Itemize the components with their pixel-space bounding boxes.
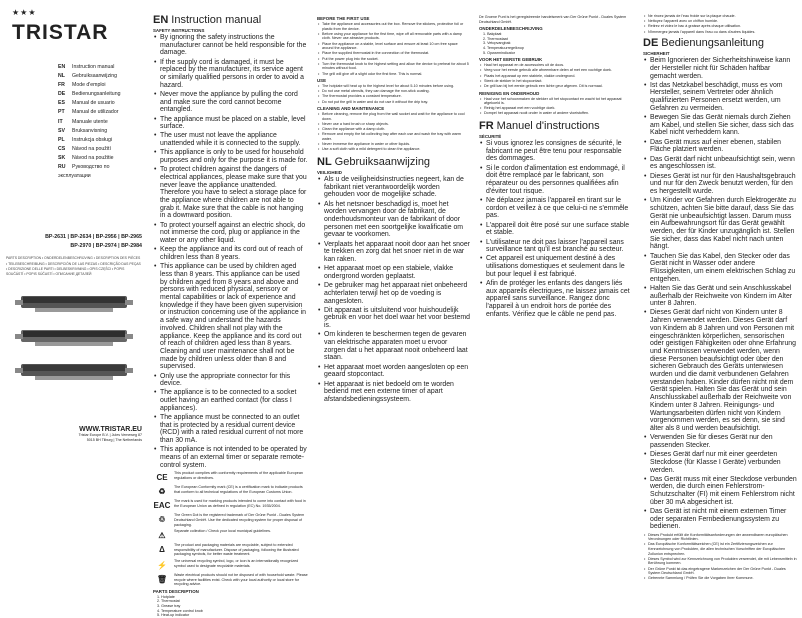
model-numbers	[6, 233, 142, 251]
symbol-row	[153, 529, 308, 541]
language-code: NL	[58, 73, 65, 80]
de-symbol-description: • Das Europäische Konformitätszeichen (CE) ist ein Zertifizierungszeichen zur Kennzeichnung von Produkten, die allen technischen Vorschriften der Europäischen Zollunion entsprechen.	[648, 542, 798, 556]
nl-safety-item: • Het apparaat moet worden aangesloten op een geaard stopcontact.	[324, 364, 470, 379]
language-item	[58, 136, 142, 145]
cleaning-heading: CLEANING AND MAINTENANCE	[317, 106, 385, 112]
nl-safety-item: • Dit apparaat is uitsluitend voor huishoudelijk gebruik en voor het doel waar het voor bestemd is.	[324, 307, 470, 330]
first-use-heading: BEFORE THE FIRST USE	[317, 16, 370, 21]
grill-illustration-3	[15, 356, 133, 386]
nl-part-item: 5. Opwarmindicator	[483, 50, 515, 55]
de-symbol-description: • Getrennte Sammlung / Prüfen Sie die Vorgaben Ihrer Kommune.	[648, 576, 798, 581]
nl-first-use-heading: VOOR HET EERSTE GEBRUIK	[479, 57, 543, 63]
nl-cleaning-list	[479, 97, 634, 117]
language-label: Instruction manual	[72, 64, 115, 70]
fr-safety-item: • Ne déplacez jamais l'appareil en tirant sur le cordon et veillez à ce que celui-ci ne s'emmêle pas.	[486, 197, 634, 220]
language-item	[58, 99, 142, 108]
nl-first-use-item: • Veeg voor het eerste gebruik alle afneembare delen af met een vochtige doek.	[484, 68, 634, 73]
language-code: EN	[58, 64, 66, 70]
nl-safety-heading: VEILIGHEID	[317, 169, 342, 175]
model-line-2: BP-2970 | BP-2974 | BP-2984	[70, 243, 142, 250]
de-safety-item: • Bewegen Sie das Gerät niemals durch Ziehen am Kabel, und stellen Sie sicher, dass sich das Kabel nicht verheddern kann.	[650, 114, 798, 137]
en-safety-heading: SAFETY INSTRUCTIONS	[153, 28, 205, 33]
nl-title: NL Gebruiksaanwijzing	[317, 155, 431, 168]
use-item: • Do not use metal utensils, they can damage the non-stick coating.	[322, 89, 470, 94]
instructions-panel-2	[312, 0, 474, 575]
de-safety-item: • Beim Ignorieren der Sicherheitshinweise kann der Hersteller nicht für Schäden haftbar gemacht werden.	[650, 57, 798, 80]
language-code: SK	[58, 154, 66, 161]
website: WWW.TRISTAR.EU	[79, 425, 142, 433]
fr-cleaning-item: • Retirez et videz le bac à graisse après chaque utilisation.	[648, 24, 798, 29]
certification-mark-icon: 🗑	[156, 574, 168, 584]
en-safety-item: • To protect yourself against an electric shock, do not immerse the cord, plug or appliance in the water or any other liquid.	[160, 222, 308, 245]
language-item	[58, 145, 142, 154]
use-item: • Do not put the grill in water and do not use it without the drip tray.	[322, 100, 470, 105]
language-item	[58, 154, 142, 163]
symbol-description: The Green Dot is the registered trademark of Der Grüne Punkt - Duales System Deutschland GmbH. Use the dedicated recycling system for proper disposal of packaging.	[174, 513, 305, 527]
en-safety-item: • By ignoring the safety instructions the manufacturer cannot be held responsible for the damage.	[160, 34, 308, 57]
fr-safety-heading: SÉCURITÉ	[479, 134, 502, 140]
de-symbol-list	[643, 533, 798, 581]
symbol-row	[153, 499, 308, 511]
symbol-description: Separate collection / Check your local municipal guidelines.	[174, 529, 271, 534]
nl-cleaning-heading: REINIGING EN ONDERHOUD	[479, 90, 540, 96]
de-symbol-description: • Der Grüne Punkt ist das eingetragene Markenzeichen der Der Grüne Punkt - Duales System Deutschland GmbH.	[648, 567, 798, 576]
de-safety-item: • Dieses Gerät ist nur für den Haushaltsgebrauch und nur für den Zweck benutzt werden, für den es hergestellt wurde.	[650, 173, 798, 196]
language-code: PL	[58, 136, 65, 143]
nl-safety-item: • De gebruiker mag het apparaat niet onbeheerd achterlaten terwijl het op de voeding is aangesloten.	[324, 282, 470, 305]
fr-safety-item: • Cet appareil est uniquement destiné à des utilisations domestiques et seulement dans le but pour lequel il est fabriqué.	[486, 255, 634, 278]
instructions-panel-4	[638, 0, 802, 581]
address-line-1: Tristar Europe B.V. | Jules Verneweg 87	[78, 432, 142, 437]
de-safety-list	[643, 57, 798, 531]
first-use-item: • Turn the thermostat knob to the highest setting and allow the device to preheat for about 5 minutes without food.	[322, 62, 470, 71]
symbol-description: The European Conformity mark (CE) is a certification mark to indicate products that conform to all technical regulations of the European Customs Union.	[174, 485, 303, 495]
use-list	[317, 84, 470, 104]
language-code: CS	[58, 145, 66, 152]
brand-logo: TRISTAR	[12, 21, 109, 44]
de-symbol-description: • Dieses Symbol wird zur Kennzeichnung von Produkten verwendet, die mit Lebensmitteln in Berührung kommen.	[648, 557, 798, 566]
grill-illustration-1	[15, 288, 133, 318]
fr-cleaning-item: • Nettoyez l'appareil avec un chiffon humide.	[648, 19, 798, 24]
en-safety-item: • This appliance is not intended to be operated by means of an external timer or separate remote-control system.	[160, 446, 308, 469]
symbol-row	[153, 543, 308, 557]
symbol-description: The mark is used for marking products intended to come into contact with food in the European Union as defined in regulation (EC) No. 1935/2004.	[174, 499, 306, 509]
language-label: Bruksanvisning	[72, 127, 108, 134]
en-symbol-list	[153, 471, 308, 586]
grill-illustration-2	[15, 322, 133, 352]
nl-cleaning-item: • Dompel het apparaat nooit onder in water of andere vloeistoffen.	[484, 111, 634, 116]
fr-safety-item: • Si le cordon d'alimentation est endommagé, il doit être remplacé par le fabricant, son réparateur ou des personnes qualifiées afin d'éviter tout risque.	[486, 165, 634, 196]
language-label: Návod na použití	[72, 145, 111, 152]
language-code: PT	[58, 109, 65, 116]
nl-first-use-item: • Plaats het apparaat op een stabiele, vlakke ondergrond.	[484, 74, 634, 79]
symbol-row	[153, 573, 308, 587]
de-safety-heading: SICHERHEIT	[643, 51, 670, 57]
cleaning-list	[317, 112, 470, 152]
de-title: DE Bedienungsanleitung	[643, 37, 765, 50]
en-part-item: 3. Grease tray	[157, 604, 181, 608]
nl-safety-item: • Als het netsnoer beschadigd is, moet het worden vervangen door de fabrikant, de onderhoudsmonteur van de fabrikant of door personen met een soortgelijke kwalificatie om gevaar te voorkomen.	[324, 201, 470, 240]
symbol-row	[153, 559, 308, 571]
language-label: Mode d'emploi	[72, 82, 106, 89]
parts-description-languages: PARTS DESCRIPTION • ONDERDELENBESCHRIJVING • DESCRIPTION DES PIÈCES • TEILEBESCHREIBUNG • DESCRIPCIÓN DE LAS PIEZAS • DESCRIÇÃO DAS PEÇAS • DESCRIZIONE DELLE PARTI • DELBESKRIVNING • OPIS CZĘŚCI • POPIS SOUČÁSTÍ • POPIS SÚČASTÍ • ОПИСАНИЕ ДЕТАЛЕЙ	[6, 256, 141, 277]
de-safety-item: • Verwenden Sie für dieses Gerät nur den passenden Stecker.	[650, 434, 798, 449]
nl-first-use-item: • Haal het apparaat en de accessoires uit de doos.	[484, 63, 634, 68]
language-label: Руководство по эксплуатации	[58, 164, 110, 180]
en-safety-item: • The appliance is to be connected to a socket outlet having an earthed contact (for class I appliances).	[160, 389, 308, 412]
symbol-row	[153, 485, 308, 497]
first-use-item: • Before using your appliance for the first time, wipe off all removable parts with a damp cloth. Never use abrasive products.	[322, 32, 470, 41]
language-item	[58, 63, 142, 72]
language-item	[58, 90, 142, 99]
language-label: Manual de usuario	[72, 100, 115, 107]
cover-panel	[0, 0, 148, 575]
green-dot-note: De Groene Punt is het geregistreerde handelsmerk van Der Grüne Punkt - Duales System Deutschland GmbH.	[479, 15, 627, 24]
nl-safety-item: • Als u de veiligheidsinstructies negeert, kan de fabrikant niet verantwoordelijk worden gehouden voor de mogelijke schade.	[324, 176, 470, 199]
nl-safety-item: • Om kinderen te beschermen tegen de gevaren van elektrische apparaten moet u ervoor zorgen dat u het apparaat nooit onbeheerd laat staan.	[324, 331, 470, 362]
de-safety-item: • Um Kinder vor Gefahren durch Elektrogeräte zu schützen, achten Sie bitte darauf, dass Sie das Gerät nie unbeaufsichtigt lassen. Darum muss ein Aufbewahrungsort für das Gerät gewählt werden, der für Kinder unzugänglich ist. Stellen Sie sicher, dass das Kabel nicht nach unten hängt.	[650, 197, 798, 251]
fr-safety-list	[479, 140, 634, 318]
symbol-description: Waste electrical products should not be disposed of with household waste. Please recycle where facilities exist. Check with your local authority or local store for recycling advice.	[174, 573, 308, 587]
address-line-2: 5015 BH Tilburg | The Netherlands	[86, 437, 142, 442]
nl-safety-item: • Het apparaat moet op een stabiele, vlakke ondergrond worden geplaatst.	[324, 265, 470, 280]
first-use-item: • Place the appliance on a stable, level surface and ensure at least 10 cm free space around the appliance.	[322, 42, 470, 51]
language-item	[58, 118, 142, 127]
use-item: • The thermostat provides a constant temperature.	[322, 94, 470, 99]
language-label: Návod na použitie	[72, 154, 114, 161]
nl-first-use-list	[479, 63, 634, 88]
instructions-panel-3	[474, 0, 638, 575]
en-part-item: 4. Temperature control knob	[157, 608, 203, 613]
en-safety-item: • The appliance must be connected to an outlet that is protected by a residual current device (RCD) with a rated residual current of not more than 30 mA.	[160, 414, 308, 445]
language-code: SV	[58, 127, 65, 134]
language-item	[58, 108, 142, 117]
fr-cleaning-item: • N'immergez jamais l'appareil dans l'eau ou dans d'autres liquides.	[648, 30, 798, 35]
certification-mark-icon: Δ	[159, 544, 165, 554]
symbol-description: The universal recycling symbol, logo, or icon is an internationally recognized symbol used to designate recyclable materials.	[174, 559, 299, 568]
language-code: FR	[58, 82, 65, 89]
en-safety-item: • To protect children against the dangers of electrical appliances, please make sure that you never leave the appliance unattended. Therefore you have to select a storage place for the appliance where children are not able to grab it. Make sure that the cable is not hanging in a downward position.	[160, 166, 308, 220]
nl-first-use-item: • Steek de stekker in het stopcontact.	[484, 79, 634, 84]
certification-mark-icon: CE	[156, 472, 168, 482]
symbol-description: This product complies with conformity requirements of the applicable European regulations or directives.	[174, 471, 303, 481]
language-code: DE	[58, 91, 66, 98]
de-symbol-description: • Dieses Produkt erfüllt die Konformitätsanforderungen der anwendbaren europäischen Verordnungen oder Richtlinien.	[648, 533, 798, 542]
de-safety-item: • Das Gerät muss auf einer ebenen, stabilen Fläche platziert werden.	[650, 139, 798, 154]
language-code: ES	[58, 100, 65, 107]
en-parts-list	[155, 595, 308, 618]
cleaning-item: • Clean the appliance with a damp cloth.	[322, 127, 470, 132]
product-illustrations	[6, 288, 142, 386]
use-heading: USE	[317, 78, 327, 84]
symbol-row	[153, 513, 308, 527]
de-safety-item: • Das Gerät darf nicht unbeaufsichtigt sein, wenn es angeschlossen ist.	[650, 156, 798, 171]
fr-safety-item: • L'utilisateur ne doit pas laisser l'appareil sans surveillance tant qu'il est branché au secteur.	[486, 239, 634, 254]
model-line-1: BP-2631 | BP-2634 | BP-2956 | BP-2965	[45, 234, 142, 241]
en-safety-item: • Keep the appliance and its cord out of reach of children less than 8 years.	[160, 246, 308, 261]
fr-safety-item: • Si vous ignorez les consignes de sécurité, le fabricant ne peut être tenu pour responsable des dommages.	[486, 140, 634, 163]
nl-parts-heading: ONDERDELENBESCHRIJVING	[479, 26, 543, 32]
first-use-item: • The grill will give off a slight odor the first time. This is normal.	[322, 72, 470, 77]
nl-safety-item: • Verplaats het apparaat nooit door aan het snoer te trekken en zorg dat het snoer niet in de war kan raken.	[324, 241, 470, 264]
nl-part-item: 1. Bakplaat	[483, 32, 502, 37]
certification-mark-icon: ♲	[158, 514, 166, 524]
en-safety-list	[153, 34, 308, 469]
symbol-row	[153, 471, 308, 483]
en-safety-item: • Never move the appliance by pulling the cord and make sure the cord cannot become entangled.	[160, 91, 308, 114]
symbol-description: The product and packaging materials are recyclable, subject to extended responsibility of manufacturer. Dispose of packaging, following the illustrated packaging symbols, for better waste treatment.	[174, 543, 299, 557]
nl-part-item: 4. Temperatuurregelknop	[483, 45, 524, 50]
en-part-item: 2. Thermostat	[157, 599, 180, 604]
language-code: RU	[58, 164, 66, 171]
first-use-item: • Take the appliance and accessories out the box. Remove the stickers, protective foil or plastic from the device.	[322, 22, 470, 31]
en-safety-item: • If the supply cord is damaged, it must be replaced by the manufacturer, its service agent or similarly qualified persons in order to avoid a hazard.	[160, 59, 308, 90]
en-safety-item: • Only use the appropriate connector for this device.	[160, 373, 308, 388]
nl-part-item: 3. Vetopvangbak	[483, 41, 511, 46]
cleaning-item: • Use a soft cloth with a mild detergent to clean the appliance.	[322, 147, 470, 152]
de-safety-item: • Das Gerät ist nicht mit einem externen Timer oder separaten Fernbedienungssystem zu bedienen.	[650, 508, 798, 531]
language-item	[58, 81, 142, 90]
language-label: Bedienungsanleitung	[72, 91, 121, 98]
language-item	[58, 72, 142, 81]
language-label: Instrukcja obsługi	[72, 136, 113, 143]
certification-mark-icon: EAC	[153, 500, 171, 510]
en-parts-heading: PARTS DESCRIPTION	[153, 588, 199, 594]
de-safety-item: • Tauchen Sie das Kabel, den Stecker oder das Gerät nicht in Wasser oder andere Flüssigkeiten, um einem elektrischen Schlag zu entgehen.	[650, 253, 798, 284]
fr-title: FR Manuel d'instructions	[479, 120, 600, 133]
de-safety-item: • Halten Sie das Gerät und sein Anschlusskabel außerhalb der Reichweite von Kindern im Alter unter 8 Jahren.	[650, 285, 798, 308]
language-list	[58, 63, 142, 181]
certification-mark-icon: ⚡	[157, 560, 167, 570]
cleaning-item: • Before cleaning, remove the plug from the wall socket and wait for the appliance to cool down.	[322, 112, 470, 121]
fr-cleaning-continued	[643, 14, 798, 34]
language-item	[58, 127, 142, 136]
first-use-item: • Put the power plug into the socket.	[322, 57, 470, 62]
en-safety-item: • The user must not leave the appliance unattended while it is connected to the supply.	[160, 132, 308, 147]
fr-cleaning-item: • Ne rincez jamais de l'eau froide sur la plaque chaude.	[648, 14, 798, 19]
language-label: Manual de utilizador	[72, 109, 119, 116]
nl-cleaning-item: • Haal voor het schoonmaken de stekker uit het stopcontact en wacht tot het apparaat afgekoeld is.	[484, 97, 634, 106]
en-title: EN Instruction manual	[153, 14, 262, 26]
de-safety-item: • Ist das Netzkabel beschädigt, muss es vom Hersteller, seinem Vertreter oder ähnlich qualifizierten Personen ersetzt werden, um Gefahren zu vermeiden.	[650, 82, 798, 113]
cleaning-item: • Remove and empty the fat collecting tray after each use and wash the tray with warm water.	[322, 132, 470, 141]
fr-safety-item: • Afin de protéger les enfants des dangers liés aux appareils électriques, ne laissez jamais cet appareil sans surveillance. Rangez donc l'appareil à un endroit hors de portée des enfants. Vérifiez que le câble ne pend pas.	[486, 280, 634, 319]
de-safety-item: • Das Gerät muss mit einer Steckdose verbunden werden, die durch einen Fehlerstrom-Schutzschalter (FI) mit einem Fehlerstrom nicht über 30 mA abgesichert ist.	[650, 476, 798, 507]
cleaning-item: • Never immerse the appliance in water or other liquids.	[322, 142, 470, 147]
first-use-list	[317, 22, 470, 76]
cleaning-item: • Never use a hard brush or sharp objects.	[322, 122, 470, 127]
nl-cleaning-item: • Reinig het apparaat met een vochtige doek.	[484, 106, 634, 111]
brand-stars: ★★★	[12, 8, 37, 17]
en-safety-item: • The appliance must be placed on a stable, level surface.	[160, 116, 308, 131]
en-part-item: 5. Heat-up indicator	[157, 613, 190, 618]
use-item: • The hotplate will heat up to the highest level for about 5-10 minutes before using.	[322, 84, 470, 89]
nl-safety-list	[317, 176, 470, 404]
nl-safety-item: • Het apparaat is niet bedoeld om te worden bediend met een externe timer of apart afstandsbedieningssysteem.	[324, 381, 470, 404]
language-item	[58, 163, 142, 181]
fr-safety-item: • L'appareil doit être posé sur une surface stable et stable.	[486, 222, 634, 237]
english-panel	[148, 0, 312, 618]
first-use-item: • Place the supplied thermostat in the connection of the thermostat.	[322, 51, 470, 56]
en-safety-item: • This appliance is only to be used for household purposes and only for the purpose it is made for.	[160, 149, 308, 164]
en-part-item: 1. Hotplate	[157, 594, 175, 599]
en-safety-item: • This appliance can be used by children aged less than 8 years. This appliance can be used by children aged from 8 years and above and persons with reduced physical, sensory or mental capabilities or lack of experience and knowledge if they have been given supervision or instruction concerning use of the appliance in a safe way and understand the hazards involved. Children shall not play with the appliance. Keep the appliance and its cord out of reach of children aged less than 8 years. Cleaning and user maintenance shall not be made by children unless older than 8 and supervised.	[160, 263, 308, 371]
nl-part-item: 2. Thermostaat	[483, 36, 508, 41]
language-code: IT	[58, 118, 63, 125]
nl-parts-list	[481, 32, 634, 55]
nl-first-use-item: • De grill kan bij het eerste gebruik een lichte geur afgeven. Dit is normaal.	[484, 84, 634, 89]
language-label: Manuale utente	[72, 118, 108, 125]
language-label: Gebruiksaanwijzing	[72, 73, 117, 80]
certification-mark-icon: ♻	[158, 486, 166, 496]
certification-mark-icon: ⚠	[158, 530, 166, 540]
de-safety-item: • Dieses Gerät darf nicht von Kindern unter 8 Jahren verwendet werden. Dieses Gerät darf von Kindern ab 8 Jahren und von Personen mit eingeschränkten körperlichen, sensorischen oder geistigen Fähigkeiten oder ohne Erfahrung und Kenntnissen verwendet werden, wenn diese Personen beaufsichtigt oder über den sicheren Gebrauch des Geräts unterwiesen wurden und die damit verbundenen Gefahren verstanden haben. Kinder dürfen nicht mit dem Gerät spielen. Halten Sie das Gerät und sein Anschlusskabel außerhalb der Reichweite von Kindern unter 8 Jahren. Reinigungs- und Wartungsarbeiten dürfen nicht von Kindern vorgenommen werden, es sei denn, sie sind älter als 8 und werden beaufsichtigt.	[650, 309, 798, 432]
de-safety-item: • Dieses Gerät darf nur mit einer geerdeten Steckdose (für Klasse I Geräte) verbunden werden.	[650, 451, 798, 474]
